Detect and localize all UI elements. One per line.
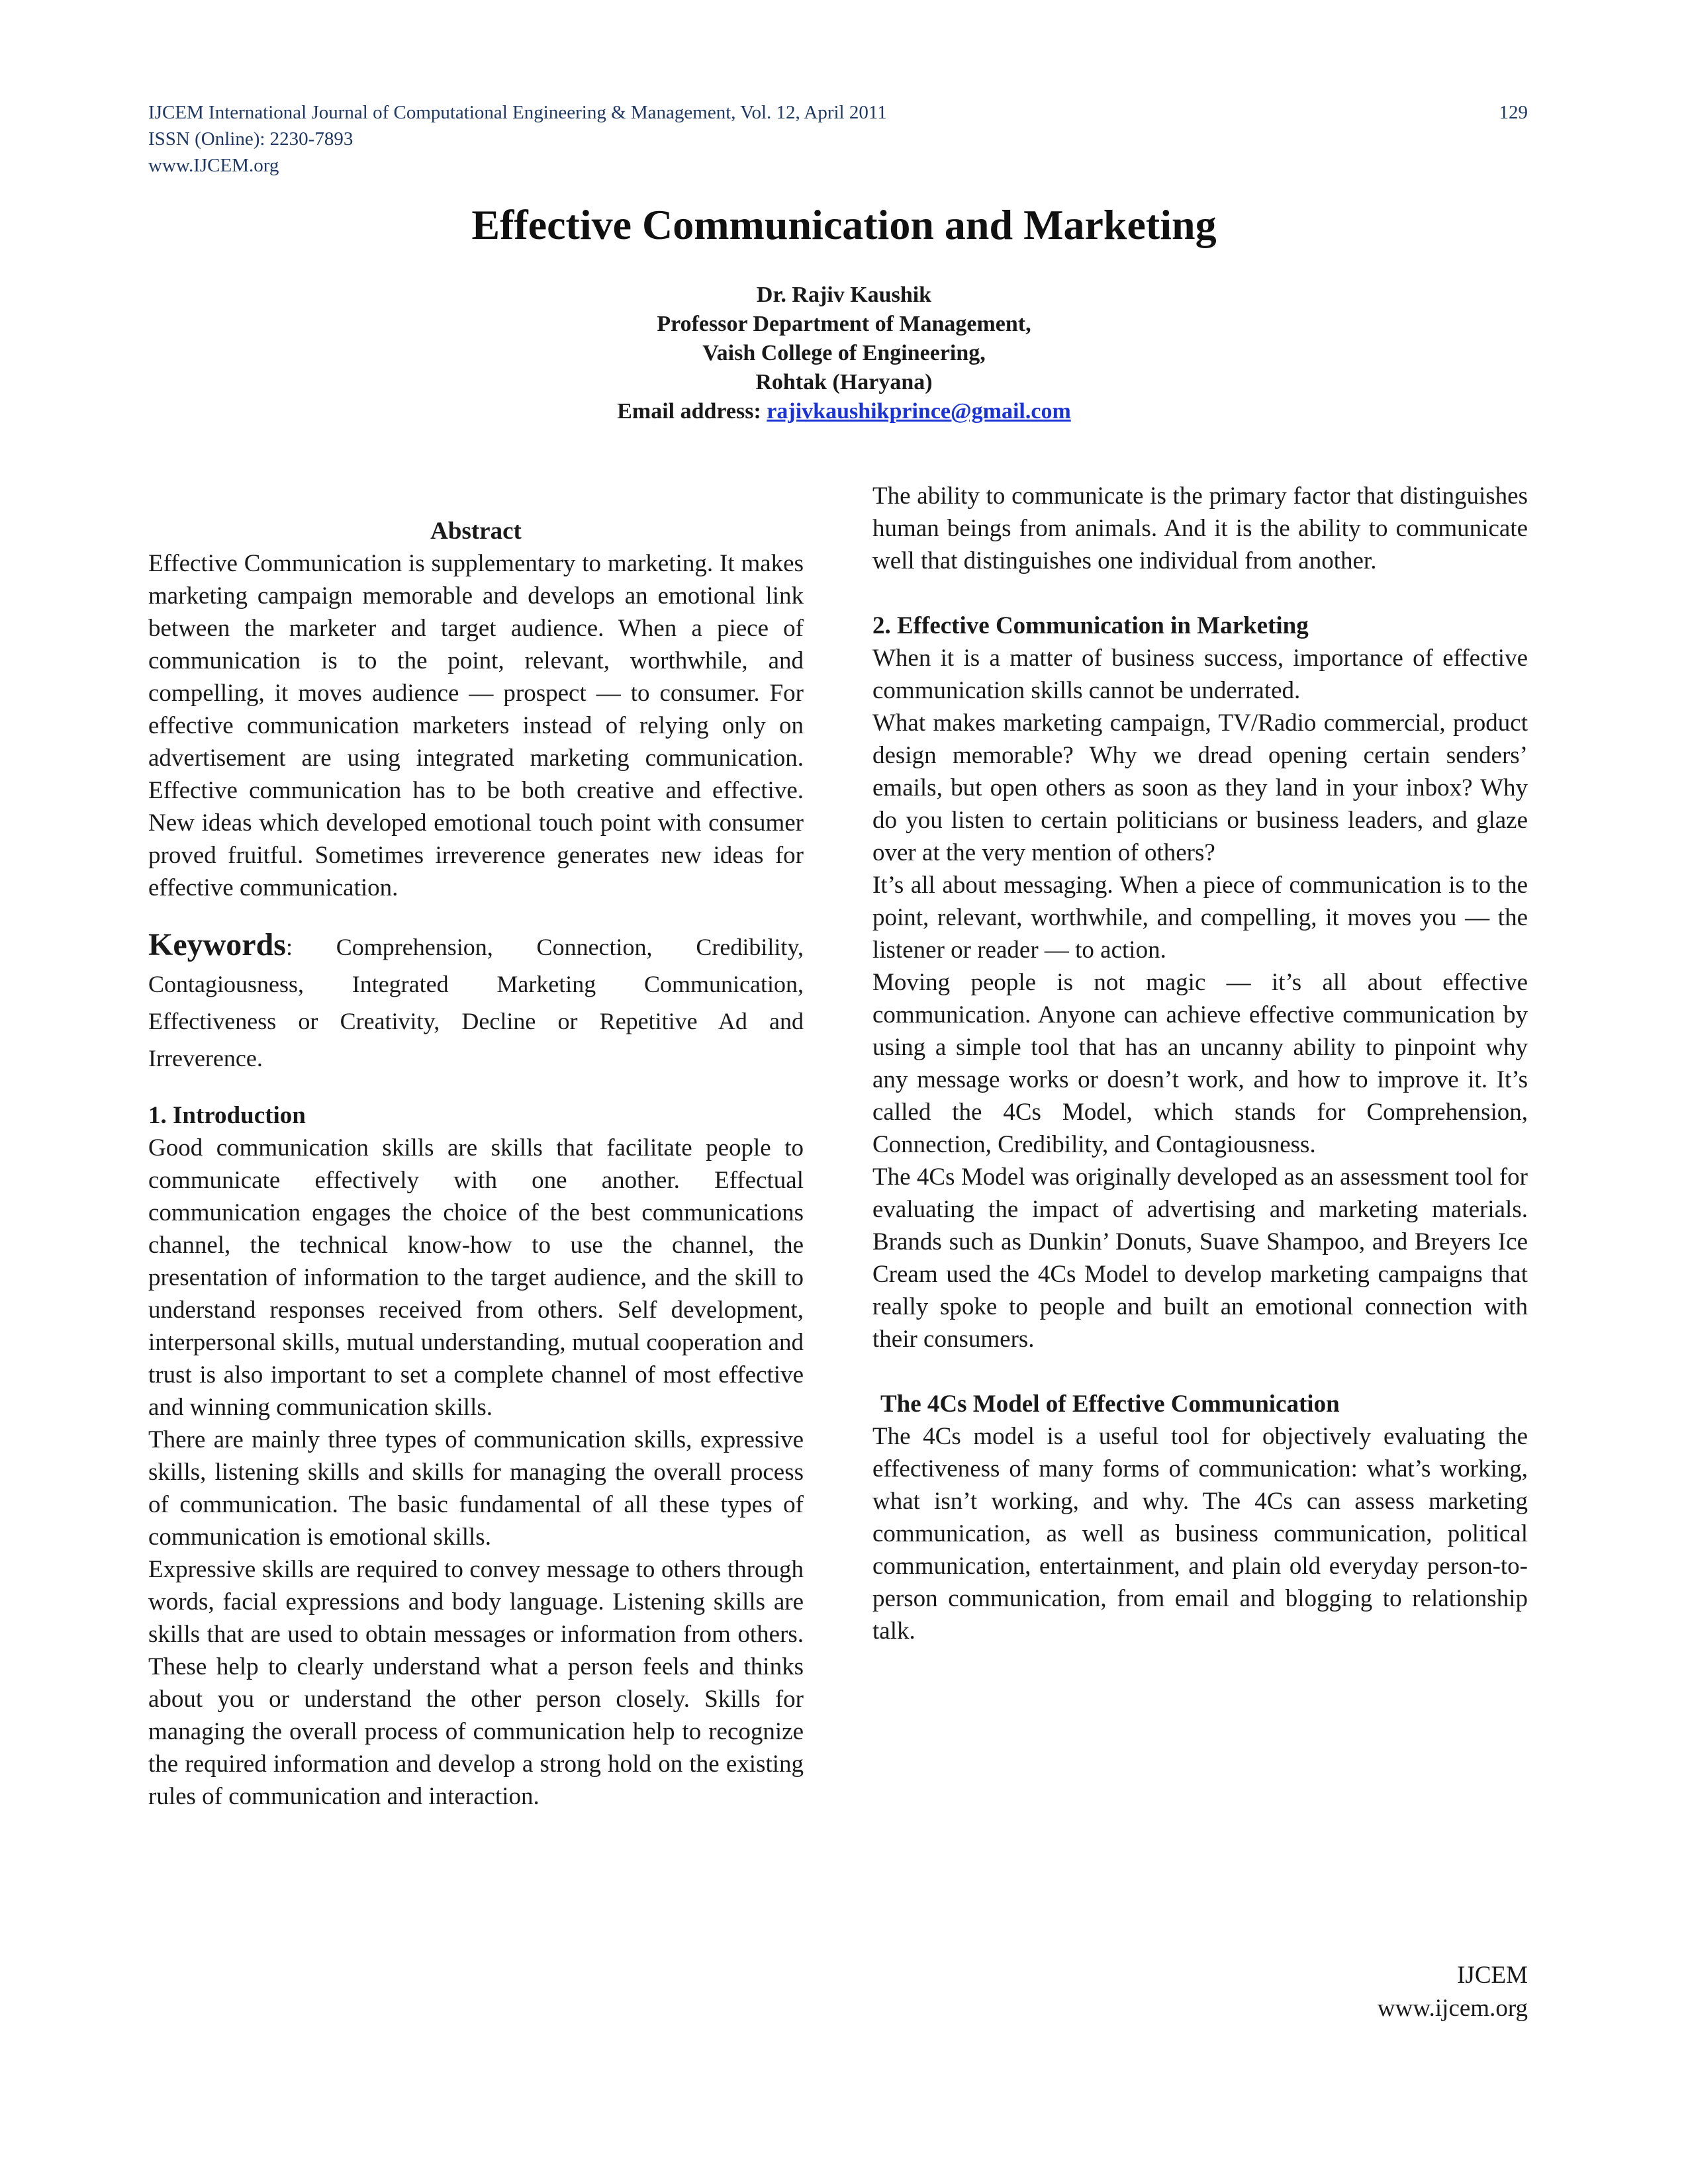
abstract-heading: Abstract — [430, 518, 522, 545]
website-line: www.IJCEM.org — [148, 155, 279, 176]
model-section-text: The 4Cs model is a useful tool for objectively evaluating the effectiveness of many forms of communication: what’s working, what isn’t working, and why. The 4Cs can assess marketing communication, as well as business communication, political communication, entertainment, and plain old everyday person-to-person communication, from email and blogging to relationship talk. — [872, 1423, 1528, 1645]
right-intro-paragraph: The ability to communicate is the primary factor that distinguishes human beings from animals. And it is the ability to communicate well that distinguishes one individual from another. — [872, 482, 1528, 574]
running-header — [148, 99, 1528, 179]
author-name: Dr. Rajiv Kaushik — [756, 283, 932, 307]
footer-journal: IJCEM — [1457, 1962, 1528, 1989]
model-section-heading: The 4Cs Model of Effective Communication — [880, 1390, 1340, 1418]
issn-line: ISSN (Online): 2230-7893 — [148, 128, 353, 150]
section2-paragraph: What makes marketing campaign, TV/Radio commercial, product design memorable? Why we dread opening certain senders’ emails, but open others as soon as they land in your inbox? Why do you listen to certain politicians or business leaders, and glaze over at the very mention of others? — [872, 709, 1528, 866]
author-location: Rohtak (Haryana) — [755, 370, 933, 394]
footer-website: www.ijcem.org — [1377, 1995, 1528, 2022]
page-number: 129 — [1499, 102, 1528, 123]
section2-paragraph: It’s all about messaging. When a piece of communication is to the point, relevant, worthwhile, and compelling, it moves you — the listener or reader — to action. — [872, 872, 1528, 964]
keywords-label: Keywords — [148, 927, 286, 962]
section2-paragraph: When it is a matter of business success, importance of effective communication skills cannot be underrated. — [872, 645, 1528, 704]
page-footer — [1378, 1959, 1528, 2025]
paper-title: Effective Communication and Marketing — [471, 201, 1217, 248]
author-email-line — [0, 397, 1688, 426]
keywords-text: : Comprehension, Connection, Credibility, Contagiousness, Integrated Marketing Communication, Effectiveness or Creativity, Decline or Repetitive Ad and Irreverence. — [148, 934, 804, 1071]
right-column — [872, 480, 1528, 1647]
section2-paragraph: The 4Cs Model was originally developed as an assessment tool for evaluating the impact of advertising and marketing materials. Brands such as Dunkin’ Donuts, Suave Shampoo, and Breyers Ice Cream used the 4Cs Model to develop marketing campaigns that really spoke to people and built an emotional connection with their consumers. — [872, 1163, 1528, 1353]
introduction-heading: 1. Introduction — [148, 1102, 306, 1129]
email-link[interactable]: rajivkaushikprince@gmail.com — [767, 399, 1071, 424]
journal-line: IJCEM International Journal of Computational Engineering & Management, Vol. 12, April 2011 — [148, 102, 887, 123]
author-position: Professor Department of Management, — [657, 312, 1031, 336]
author-institution: Vaish College of Engineering, — [702, 341, 986, 365]
introduction-paragraph: There are mainly three types of communication skills, expressive skills, listening skills and skills for managing the overall process of communication. The basic fundamental of all these types of communication is emotional skills. — [148, 1426, 804, 1551]
keywords — [148, 927, 804, 1077]
left-column — [148, 515, 804, 1813]
section2-paragraph: Moving people is not magic — it’s all about effective communication. Anyone can achieve effective communication by using a simple tool that has an uncanny ability to pinpoint why any message works or doesn’t work, and how to improve it. It’s called the 4Cs Model, which stands for Comprehension, Connection, Credibility, and Contagiousness. — [872, 969, 1528, 1158]
introduction-paragraph: Expressive skills are required to convey message to others through words, facial expressions and body language. Listening skills are skills that are used to obtain messages or information from others. These help to clearly understand what a person feels and thinks about you or understand the other person closely. Skills for managing the overall process of communication help to recognize the required information and develop a strong hold on the existing rules of communication and interaction. — [148, 1556, 804, 1810]
section2-heading: 2. Effective Communication in Marketing — [872, 612, 1309, 639]
abstract-text: Effective Communication is supplementary to marketing. It makes marketing campaign memorable and develops an emotional link between the marketer and target audience. When a piece of communication is to the point, relevant, worthwhile, and compelling, it moves audience — prospect — to consumer. For effective communication marketers instead of relying only on advertisement are using integrated marketing communication. Effective communication has to be both creative and effective. New ideas which developed emotional touch point with consumer proved fruitful. Sometimes irreverence generates new ideas for effective communication. — [148, 550, 804, 901]
email-label: Email address: — [617, 399, 761, 424]
author-block — [0, 281, 1688, 426]
introduction-paragraph: Good communication skills are skills that facilitate people to communicate effectively with one another. Effectual communication engages the choice of the best communications channel, the technical know-how to use the channel, the presentation of information to the target audience, and the skill to understand responses received from others. Self development, interpersonal skills, mutual understanding, mutual cooperation and trust is also important to set a complete channel of most effective and winning communication skills. — [148, 1134, 804, 1421]
